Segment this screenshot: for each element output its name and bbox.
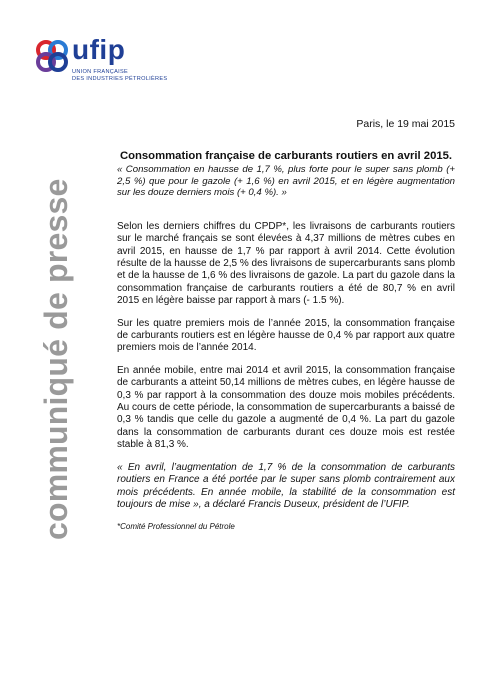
press-release-body xyxy=(117,150,455,534)
lede: « Consommation en hausse de 1,7 %, plus forte pour le super sans plomb (+ 2,5 %) que pour le gazole (+ 1,6 %) en avril 2015, et en légère augmentation sur les douze derniers mois (+ 0,4 %). » xyxy=(117,164,455,199)
quote-paragraph: « En avril, l’augmentation de 1,7 % de la consommation de carburants routiers en France a été portée par le super sans plomb contrairement aux mois précédents. En année mobile, la stabilité de la consommation est toujours de mise », a déclaré Francis Duseux, président de l’UFIP. xyxy=(117,461,455,510)
footnote: *Comité Professionnel du Pétrole xyxy=(117,522,235,532)
logo-subtitle-line-2: DES INDUSTRIES PÉTROLIÈRES xyxy=(72,76,168,82)
headline: Consommation française de carburants routiers en avril 2015. xyxy=(119,150,453,162)
side-title: communiqué de presse xyxy=(38,178,74,540)
logo-rings-icon xyxy=(34,38,70,74)
logo-subtitle xyxy=(72,69,167,83)
ufip-logo xyxy=(34,36,174,86)
press-release-date: Paris, le 19 mai 2015 xyxy=(356,118,455,130)
paragraph-1: Selon les derniers chiffres du CPDP*, les livraisons de carburants routiers sur le marché français se sont élevées à 4,37 millions de mètres cubes en avril 2015, en hausse de 1,7 % par rapport à avril 2014. Cette évolution résulte de la hausse de 2,5 % des livraisons de supercarburants sans plomb et de la hausse de 1,6 % des livraisons de gazole. La part du gazole dans la consommation française de carburants routiers a été de 80,7 % en avril 2015 en légère baisse par rapport à mars (- 1.5 %). xyxy=(117,220,455,307)
logo-subtitle-line-1: UNION FRANÇAISE xyxy=(72,69,129,75)
logo-wordmark: ufip xyxy=(72,34,126,65)
paragraph-3: En année mobile, entre mai 2014 et avril 2015, la consommation française de carburants a atteint 50,14 millions de mètres cubes, en légère hausse de 0,3 % par rapport à la consommation des douze mois mobiles précédents. Au cours de cette période, la consommation de supercarburants a baissé de 0,3 % tandis que celle du gazole a augmenté de 0,4 %. La part du gazole dans la consommation de carburants durant ces douze mois est restée stable à 81,3 %. xyxy=(117,364,455,451)
paragraph-2: Sur les quatre premiers mois de l’année 2015, la consommation française de carburants routiers est en légère hausse de 0,4 % par rapport aux quatre premiers mois de l’année 2014. xyxy=(117,317,455,354)
